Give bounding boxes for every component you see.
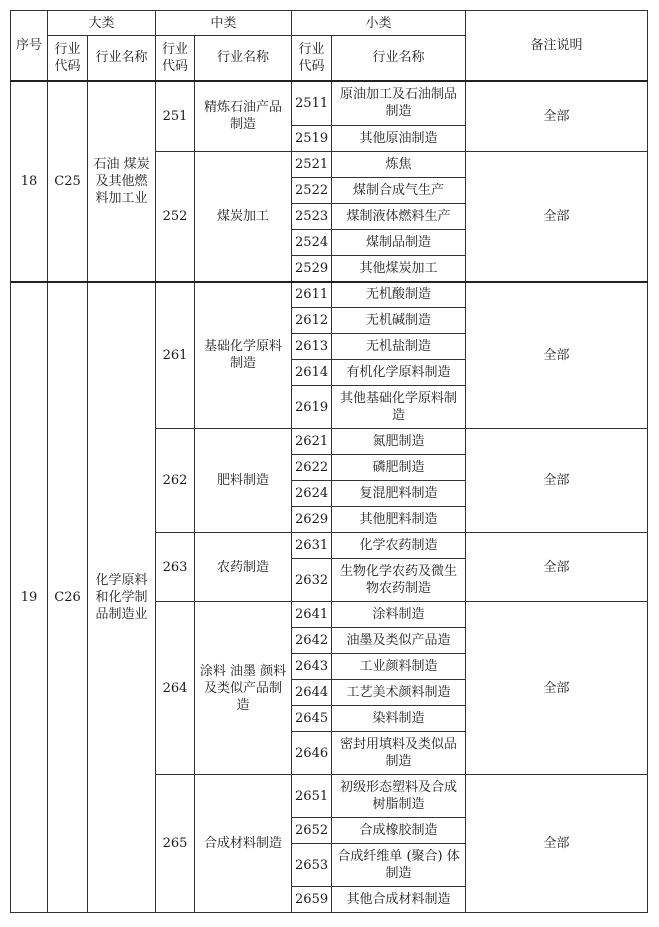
- middle-name: 肥料制造: [195, 429, 292, 533]
- header-major: 大类: [48, 11, 156, 36]
- middle-name: 涂料 油墨 颜料及类似产品制造: [195, 602, 292, 775]
- middle-name: 煤炭加工: [195, 152, 292, 282]
- minor-code: 2644: [292, 680, 332, 706]
- minor-code: 2611: [292, 282, 332, 308]
- middle-name: 合成材料制造: [195, 775, 292, 913]
- minor-code: 2612: [292, 308, 332, 334]
- minor-code: 2519: [292, 126, 332, 152]
- minor-code: 2524: [292, 230, 332, 256]
- minor-name: 煤制液体燃料生产: [332, 204, 466, 230]
- minor-name: 其他合成材料制造: [332, 887, 466, 913]
- middle-code: 265: [156, 775, 195, 913]
- header-major-name: 行业名称: [88, 36, 156, 81]
- minor-name: 初级形态塑料及合成树脂制造: [332, 775, 466, 818]
- minor-code: 2652: [292, 818, 332, 844]
- minor-name: 其他煤炭加工: [332, 256, 466, 282]
- header-minor: 小类: [292, 11, 466, 36]
- minor-name: 无机盐制造: [332, 334, 466, 360]
- remark: 全部: [466, 81, 648, 152]
- minor-code: 2632: [292, 559, 332, 602]
- minor-code: 2642: [292, 628, 332, 654]
- minor-name: 化学农药制造: [332, 533, 466, 559]
- minor-code: 2645: [292, 706, 332, 732]
- middle-code: 264: [156, 602, 195, 775]
- header-middle-name: 行业名称: [195, 36, 292, 81]
- middle-name: 基础化学原料制造: [195, 282, 292, 429]
- middle-code: 263: [156, 533, 195, 602]
- industry-classification-table: [10, 10, 648, 913]
- header-minor-name: 行业名称: [332, 36, 466, 81]
- middle-code: 251: [156, 81, 195, 152]
- minor-name: 煤制品制造: [332, 230, 466, 256]
- minor-code: 2614: [292, 360, 332, 386]
- major-code: C26: [48, 282, 88, 913]
- minor-name: 生物化学农药及微生物农药制造: [332, 559, 466, 602]
- minor-code: 2529: [292, 256, 332, 282]
- minor-code: 2619: [292, 386, 332, 429]
- middle-name: 精炼石油产品制造: [195, 81, 292, 152]
- minor-name: 无机碱制造: [332, 308, 466, 334]
- minor-code: 2621: [292, 429, 332, 455]
- minor-name: 原油加工及石油制品制造: [332, 81, 466, 126]
- table-row: [11, 81, 648, 126]
- header-seq: 序号: [11, 11, 48, 81]
- remark: 全部: [466, 602, 648, 775]
- table-row: [11, 282, 648, 308]
- minor-code: 2643: [292, 654, 332, 680]
- minor-name: 氮肥制造: [332, 429, 466, 455]
- major-code: C25: [48, 81, 88, 282]
- minor-code: 2521: [292, 152, 332, 178]
- header-major-code: 行业 代码: [48, 36, 88, 81]
- minor-code: 2622: [292, 455, 332, 481]
- minor-code: 2659: [292, 887, 332, 913]
- minor-code: 2651: [292, 775, 332, 818]
- minor-name: 炼焦: [332, 152, 466, 178]
- header-minor-code: 行业 代码: [292, 36, 332, 81]
- major-name: 化学原料和化学制品制造业: [88, 282, 156, 913]
- minor-code: 2629: [292, 507, 332, 533]
- minor-name: 密封用填料及类似品制造: [332, 732, 466, 775]
- minor-name: 有机化学原料制造: [332, 360, 466, 386]
- minor-name: 合成橡胶制造: [332, 818, 466, 844]
- minor-code: 2641: [292, 602, 332, 628]
- minor-name: 油墨及类似产品造: [332, 628, 466, 654]
- minor-name: 染料制造: [332, 706, 466, 732]
- middle-code: 261: [156, 282, 195, 429]
- minor-name: 涂料制造: [332, 602, 466, 628]
- header-remark: 备注说明: [466, 11, 648, 81]
- major-name: 石油 煤炭及其他燃料加工业: [88, 81, 156, 282]
- minor-name: 煤制合成气生产: [332, 178, 466, 204]
- remark: 全部: [466, 429, 648, 533]
- minor-code: 2523: [292, 204, 332, 230]
- minor-name: 其他基础化学原料制造: [332, 386, 466, 429]
- remark: 全部: [466, 533, 648, 602]
- remark: 全部: [466, 775, 648, 913]
- middle-code: 262: [156, 429, 195, 533]
- minor-code: 2613: [292, 334, 332, 360]
- minor-code: 2646: [292, 732, 332, 775]
- minor-code: 2511: [292, 81, 332, 126]
- minor-name: 复混肥料制造: [332, 481, 466, 507]
- middle-name: 农药制造: [195, 533, 292, 602]
- header-middle-code: 行业 代码: [156, 36, 195, 81]
- minor-name: 其他肥料制造: [332, 507, 466, 533]
- table-body: [11, 81, 648, 913]
- minor-code: 2653: [292, 844, 332, 887]
- minor-name: 工艺美术颜料制造: [332, 680, 466, 706]
- minor-name: 磷肥制造: [332, 455, 466, 481]
- minor-name: 其他原油制造: [332, 126, 466, 152]
- header-middle: 中类: [156, 11, 292, 36]
- group-seq: 19: [11, 282, 48, 913]
- remark: 全部: [466, 282, 648, 429]
- group-seq: 18: [11, 81, 48, 282]
- minor-name: 合成纤维单 (聚合) 体制造: [332, 844, 466, 887]
- minor-name: 工业颜料制造: [332, 654, 466, 680]
- middle-code: 252: [156, 152, 195, 282]
- minor-code: 2522: [292, 178, 332, 204]
- minor-code: 2624: [292, 481, 332, 507]
- remark: 全部: [466, 152, 648, 282]
- minor-code: 2631: [292, 533, 332, 559]
- minor-name: 无机酸制造: [332, 282, 466, 308]
